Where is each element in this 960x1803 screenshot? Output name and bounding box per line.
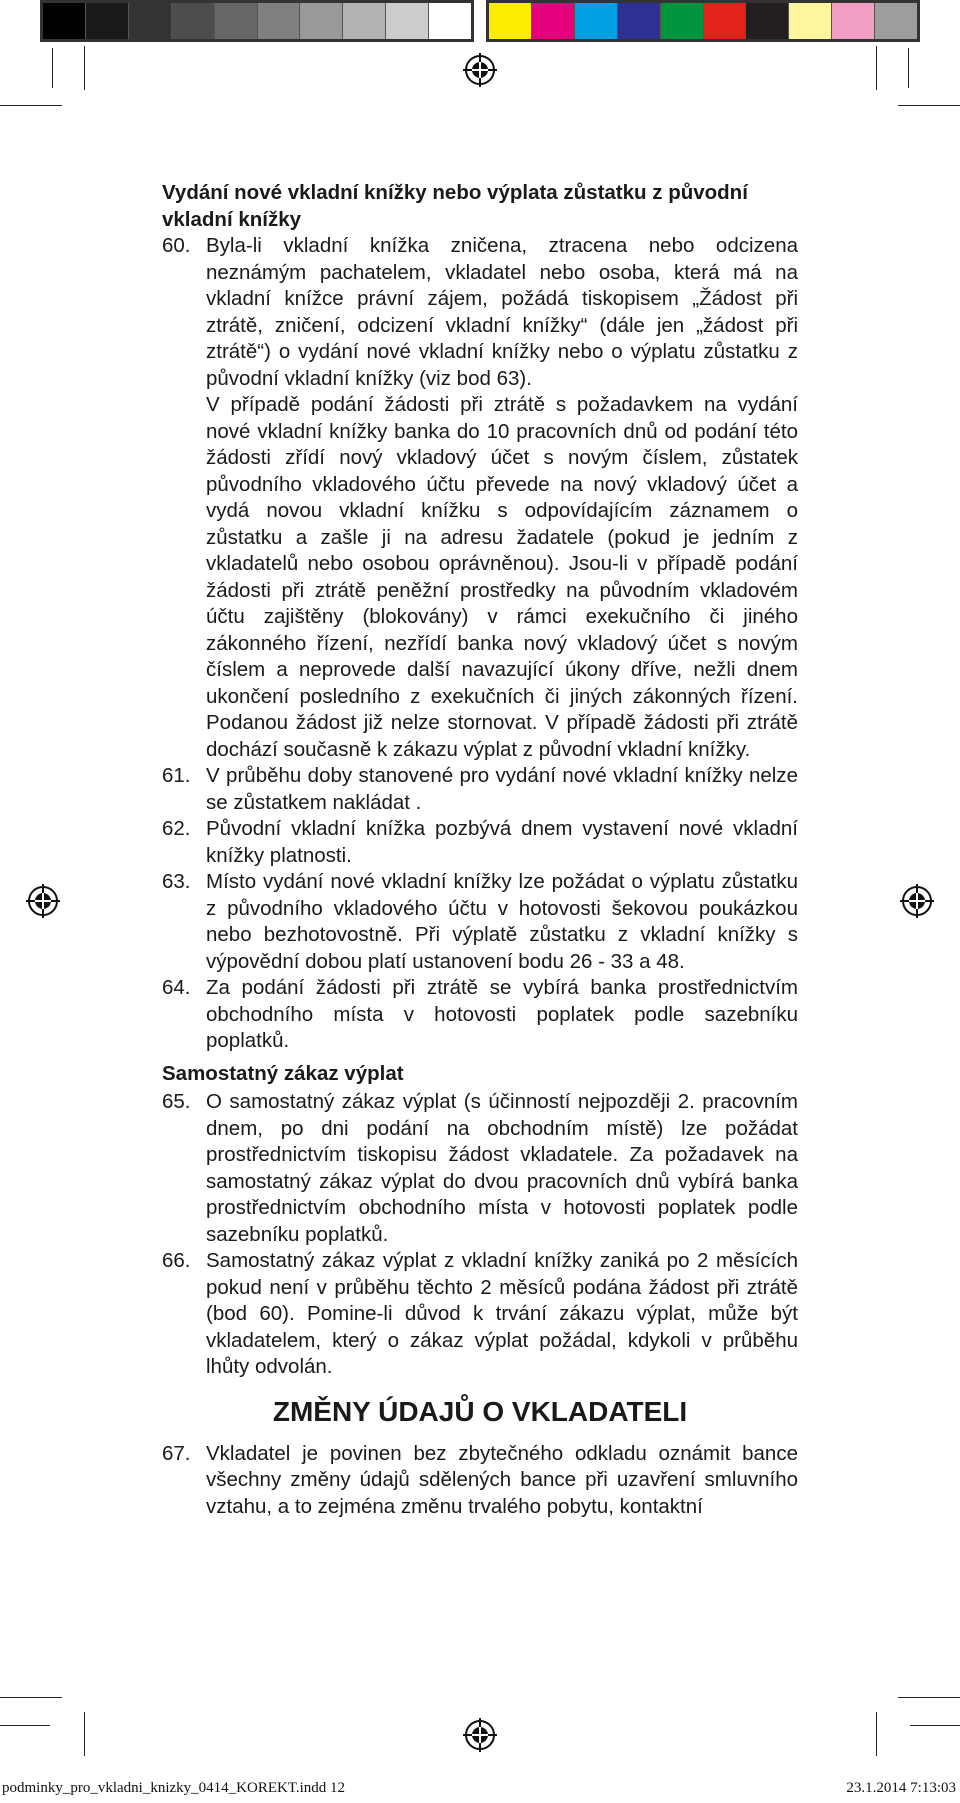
color-swatch [489,3,532,39]
process-color-swatches [486,0,920,42]
color-swatch [172,3,215,39]
color-swatch [875,3,917,39]
item-text: Místo vydání nové vkladní knížky lze požádat o výplatu zůstatku z původního vkladového účtu v hotovosti šekovou poukázkou nebo bezhotovostně. Při výplatě zůstatku z vkladní knížky s výpovědní dobou platí ustanovení bodu 26 - 33 a 48. [206,870,798,973]
item-number: 60. [162,234,191,257]
color-swatch [661,3,704,39]
numbered-list [162,763,798,1055]
item-text: Samostatný zákaz výplat z vkladní knížky zaniká po 2 měsících pokud není v průběhu těchto 2 měsíců podána žádost při ztrátě (bod 60). Pomine-li důvod k trvání zákazu výplat, může být vkladatelem, který o zákaz výplat požádal, kdykoli v průběhu lhůty odvolán. [206,1249,798,1378]
color-swatch [86,3,129,39]
crop-mark [0,1725,50,1726]
crop-mark [908,48,909,88]
color-swatch [386,3,429,39]
color-swatch [746,3,789,39]
item-number: 62. [162,817,191,840]
item-text [206,233,798,763]
color-swatch [575,3,618,39]
list-item [162,869,798,975]
registration-mark-icon [26,884,60,918]
crop-mark [910,1725,960,1726]
item-number: 63. [162,870,191,893]
item-text: Vkladatel je povinen bez zbytečného odkladu oznámit bance všechny změny údajů sdělených bance při uzavření smluvního vztahu, a to zejména změnu trvalého pobytu, kontaktní [206,1441,798,1518]
document-body [162,180,798,1520]
registration-mark-icon [900,884,934,918]
grayscale-swatches [40,0,474,42]
color-swatch [618,3,661,39]
crop-mark [84,46,85,90]
registration-mark-icon [463,1718,497,1752]
print-color-bar [40,0,920,42]
crop-mark [0,1697,62,1698]
item-number: 64. [162,976,191,999]
color-swatch [300,3,343,39]
list-item [162,975,798,1055]
crop-mark [0,105,62,106]
item-text: O samostatný zákaz výplat (s účinností nejpozději 2. pracovním dnem, po dni podání na obchodním místě) lze požádat prostřednictvím tiskopisu žádost vkladatele. Za požadavek na samostatný zákaz výplat do dvou pracovních dnů vybírá banka prostřednictvím obchodního místa v hotovosti poplatek podle sazebníku poplatků. [206,1090,798,1246]
list-item [162,233,798,763]
crop-mark [898,105,960,106]
list-item [162,1441,798,1521]
list-item [162,1089,798,1248]
color-swatch [43,3,86,39]
subsection-heading: Samostatný zákaz výplat [162,1061,404,1085]
crop-mark [898,1697,960,1698]
item-number: 65. [162,1090,191,1113]
numbered-list [162,1441,798,1521]
print-slug-filename: podminky_pro_vkladni_knizky_0414_KOREKT.indd 12 [2,1780,346,1796]
color-swatch [129,3,172,39]
item-number: 67. [162,1441,191,1465]
crop-mark [876,1712,877,1756]
section-heading: Vydání nové vkladní knížky nebo výplata zůstatku z původní vkladní knížky [162,181,748,231]
color-swatch [215,3,258,39]
list-item [162,763,798,816]
registration-mark-icon [463,53,497,87]
color-swatch [832,3,875,39]
section-title: ZMĚNY ÚDAJŮ O VKLADATELI [272,1395,688,1427]
item-text: Za podání žádosti při ztrátě se vybírá banka prostřednictvím obchodního místa v hotovosti poplatek podle sazebníku poplatků. [206,976,798,1052]
item-paragraph: V případě podání žádosti při ztrátě s požadavkem na vydání nové vkladní knížky banka do 10 pracovních dnů od podání této žádosti zřídí nový vkladový účet s novým číslem, zůstatek původního vkladového účtu převede na nový vkladový účet a vydá novou vkladní knížku s odpovídajícím záznamem o zůstatku a zašle ji na adresu žadatele (pokud je jedním z vkladatelů nebo osobou oprávněnou). Jsou-li v případě podání žádosti při ztrátě peněžní prostředky na původním vkladovém účtu zajištěny (blokovány) v rámci exekučního či jiného zákonného řízení, nezřídí banka nový vkladový účet s novým číslem a neprovede další navazující úkony dříve, nežli dnem ukončení posledního z exekučních či jiných zákonných řízení. Podanou žádost již nelze stornovat. V případě žádosti při ztrátě dochází současně k zákazu výplat z původní vkladní knížky. [206,393,798,761]
print-slug-timestamp: 23.1.2014 7:13:03 [846,1780,956,1796]
crop-mark [876,46,877,90]
color-swatch [429,3,471,39]
crop-mark [84,1712,85,1756]
numbered-list [162,1089,798,1381]
item-text: V průběhu doby stanovené pro vydání nové vkladní knížky nelze se zůstatkem nakládat . [206,764,798,814]
item-number: 66. [162,1249,191,1272]
item-paragraph: Byla-li vkladní knížka zničena, ztracena nebo odcizena neznámým pachatelem, vkladatel nebo osoba, která má na vkladní knížce právní zájem, požádá tiskopisem „Žádost při ztrátě, zničení, odcizení vkladní knížky“ (dále jen „žádost při ztrátě“) o vydání nové vkladní knížky nebo o výplatu zůstatku z původní vkladní knížky (viz bod 63). [206,234,798,390]
color-swatch [532,3,575,39]
list-item [162,816,798,869]
item-text: Původní vkladní knížka pozbývá dnem vystavení nové vkladní knížky platnosti. [206,817,798,867]
crop-mark [52,48,53,88]
color-swatch [789,3,832,39]
color-swatch [343,3,386,39]
color-swatch [704,3,747,39]
list-item [162,1248,798,1381]
item-number: 61. [162,764,191,787]
color-swatch [258,3,301,39]
